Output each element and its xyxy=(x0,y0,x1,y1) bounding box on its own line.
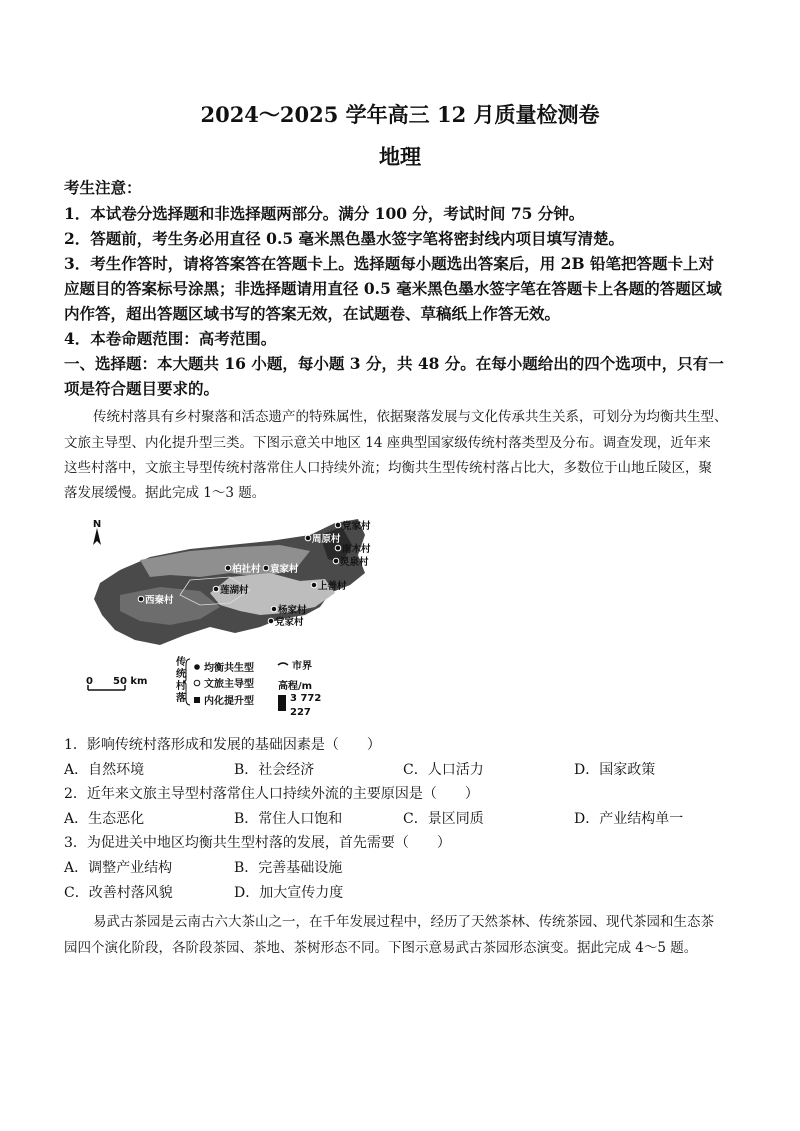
question-2-option-d: D．产业结构单一 xyxy=(574,811,684,827)
legend-type-internal: 内化提升型 xyxy=(204,696,254,707)
question-2-option-c: C．景区同质 xyxy=(403,811,484,827)
question-1-option-c: C．人口活力 xyxy=(403,762,484,778)
question-1-option-b: B．社会经济 xyxy=(234,762,315,778)
legend-boundary: 市界 xyxy=(292,661,312,672)
question-1-option-a: A．自然环境 xyxy=(64,762,145,778)
question-2-option-b: B．常住人口饱和 xyxy=(234,811,343,827)
passage2-line-1: 易武古茶园是云南古六大茶山之一，在千年发展过程中，经历了天然茶林、传统茶园、现代茶园和生态茶 xyxy=(93,914,714,930)
question-2-stem: 2．近年来文旅主导型村落常住人口持续外流的主要原因是（ ） xyxy=(64,786,479,802)
village-marker xyxy=(138,596,144,602)
village-label: 党家村 xyxy=(275,617,304,628)
notice-item-1: 1．本试卷分选择题和非选择题两部分。满分 100 分，考试时间 75 分钟。 xyxy=(64,204,585,223)
passage1-line-2: 文旅主导型、内化提升型三类。下图示意关中地区 14 座典型国家级传统村落类型及分布。调查发现，近年来 xyxy=(64,435,711,451)
legend-group-char: 传 xyxy=(176,657,186,668)
village-marker xyxy=(333,558,339,564)
legend-marker-internal xyxy=(194,697,200,703)
village-marker xyxy=(263,565,269,571)
village-marker xyxy=(271,606,277,612)
question-1-option-d: D．国家政策 xyxy=(574,762,656,778)
village-marker xyxy=(305,535,311,541)
village-label: 莲湖村 xyxy=(220,585,249,596)
north-arrow-icon xyxy=(93,519,101,545)
notice-heading: 考生注意： xyxy=(64,178,142,197)
village-label: 上善村 xyxy=(318,581,347,592)
page-title: 2024～2025 学年高三 12 月质量检测卷 xyxy=(200,102,600,127)
notice-item-2: 2．答题前，考生务必用直径 0.5 毫米黑色墨水签字笔将密封线内项目填写清楚。 xyxy=(64,229,625,248)
village-label: 灵泉村 xyxy=(340,557,369,568)
passage1-line-4: 落发展缓慢。据此完成 1～3 题。 xyxy=(64,485,266,501)
village-label: 党家村 xyxy=(342,521,371,532)
notice-item-3-line-3: 内作答，超出答题区域书写的答案无效，在试题卷、草稿纸上作答无效。 xyxy=(64,304,561,323)
legend-group-char: 统 xyxy=(176,669,186,680)
question-3-option-a: A．调整产业结构 xyxy=(64,860,173,876)
passage1-line-3: 这些村落中，文旅主导型传统村落常住人口持续外流；均衡共生型传统村落占比大，多数位于山地丘陵区，聚 xyxy=(64,460,712,476)
village-marker xyxy=(335,545,341,551)
village-label: 袁家村 xyxy=(270,564,299,575)
question-1-stem: 1．影响传统村落形成和发展的基础因素是（ ） xyxy=(64,737,381,753)
village-distribution-map xyxy=(80,515,380,720)
question-3-option-d: D．加大宣传力度 xyxy=(234,885,344,901)
village-marker xyxy=(213,586,219,592)
passage2-line-2: 园四个演化阶段，各阶段茶园、茶地、茶树形态不同。下图示意易武古茶园形态演变。据此完成 4～5 题。 xyxy=(64,940,698,956)
notice-item-3-line-1: 3．考生作答时，请将答案答在答题卡上。选择题每小题选出答案后，用 2B 铅笔把答题卡上对 xyxy=(64,254,714,273)
section-heading-line-1: 一、选择题：本大题共 16 小题，每小题 3 分，共 48 分。在每小题给出的四个选项中，只有一 xyxy=(64,354,724,373)
legend-elevation-high: 3 772 xyxy=(290,693,322,704)
passage1-line-1: 传统村落具有乡村聚落和活态遗产的特殊属性，依据聚落发展与文化传承共生关系，可划分为均衡共生型、 xyxy=(93,409,728,425)
village-marker xyxy=(335,522,341,528)
scale-bar xyxy=(86,676,147,690)
village-label: 杨家村 xyxy=(278,605,307,616)
legend-group-char: 落 xyxy=(176,693,186,704)
village-marker xyxy=(268,618,274,624)
scale-zero: 0 xyxy=(86,676,93,687)
legend-type-tourism: 文旅主导型 xyxy=(204,679,254,690)
question-3-stem: 3．为促进关中地区均衡共生型村落的发展，首先需要（ ） xyxy=(64,835,451,851)
village-marker xyxy=(311,582,317,588)
village-label: 西秦村 xyxy=(145,595,174,606)
village-marker xyxy=(225,565,231,571)
scale-label: 50 km xyxy=(113,676,148,687)
notice-item-3-line-2: 应题目的答案标号涂黑；非选择题请用直径 0.5 毫米黑色墨水签字笔在答题卡上各题的答题区域 xyxy=(64,279,722,298)
legend-village-types xyxy=(175,655,254,707)
north-label: N xyxy=(92,519,102,530)
legend-elevation-ramp xyxy=(278,695,286,711)
notice-item-4: 4．本卷命题范围：高考范围。 xyxy=(64,329,277,348)
section-heading-line-2: 项是符合题目要求的。 xyxy=(64,379,220,398)
legend-elevation-title: 高程/m xyxy=(278,681,313,692)
legend-type-balanced: 均衡共生型 xyxy=(204,663,254,674)
legend-marker-tourism xyxy=(194,680,200,686)
question-3-option-c: C．改善村落风貌 xyxy=(64,885,173,901)
legend-elevation-low: 227 xyxy=(290,707,311,718)
legend-group-char: 村 xyxy=(176,681,186,692)
legend-marker-balanced xyxy=(194,664,200,670)
village-label: 柏社村 xyxy=(232,564,261,575)
question-3-option-b: B．完善基础设施 xyxy=(234,860,343,876)
village-label: 周原村 xyxy=(312,534,341,545)
legend-boundary-elevation xyxy=(278,659,321,718)
subject-title: 地理 xyxy=(379,144,421,169)
village-label: 南木村 xyxy=(342,544,371,555)
question-2-option-a: A．生态恶化 xyxy=(64,811,145,827)
